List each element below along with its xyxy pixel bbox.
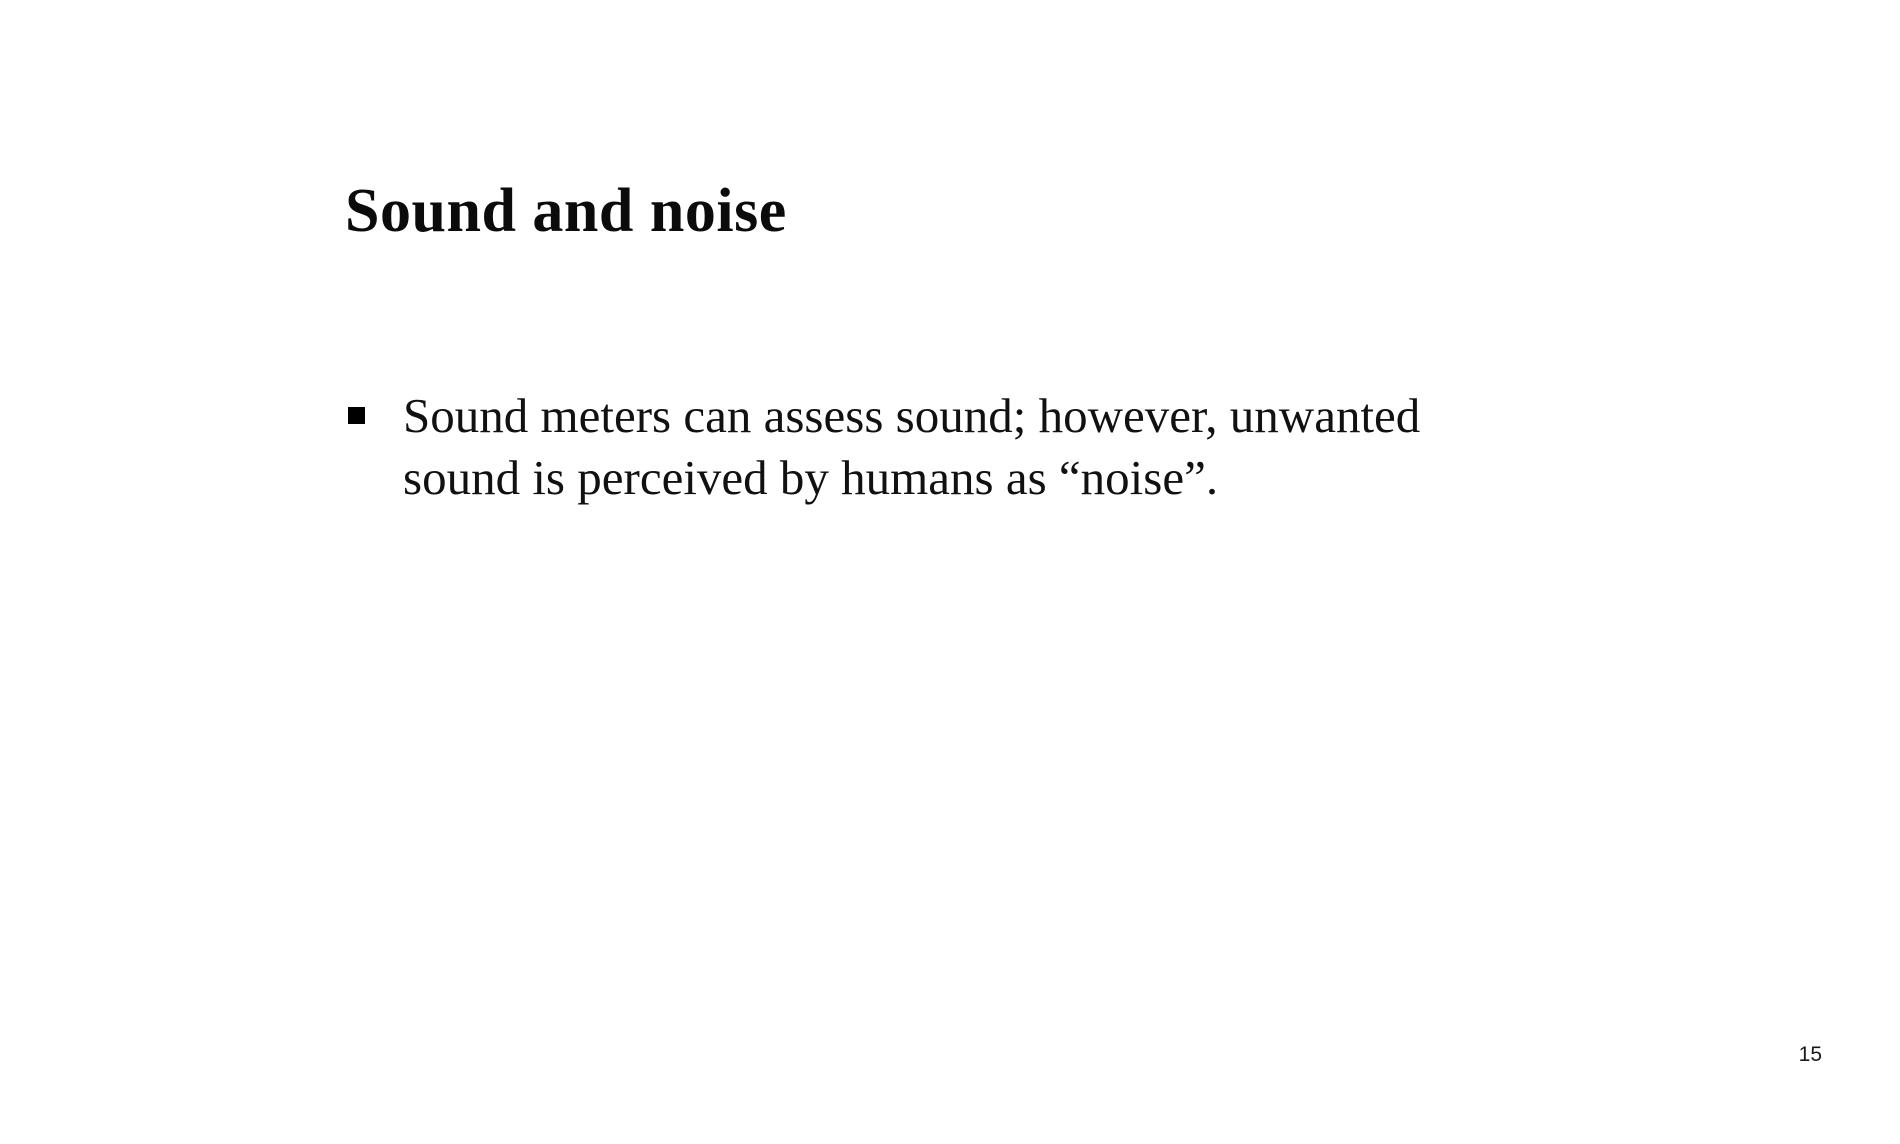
square-bullet-icon bbox=[348, 407, 365, 424]
list-item-text: Sound meters can assess sound; however, unwanted sound is perceived by humans as “noise”. bbox=[403, 388, 1421, 506]
page-title: Sound and noise bbox=[345, 176, 787, 245]
page-number: 15 bbox=[1798, 1043, 1822, 1066]
list-item bbox=[345, 385, 1455, 509]
bullet-list bbox=[345, 385, 1455, 509]
